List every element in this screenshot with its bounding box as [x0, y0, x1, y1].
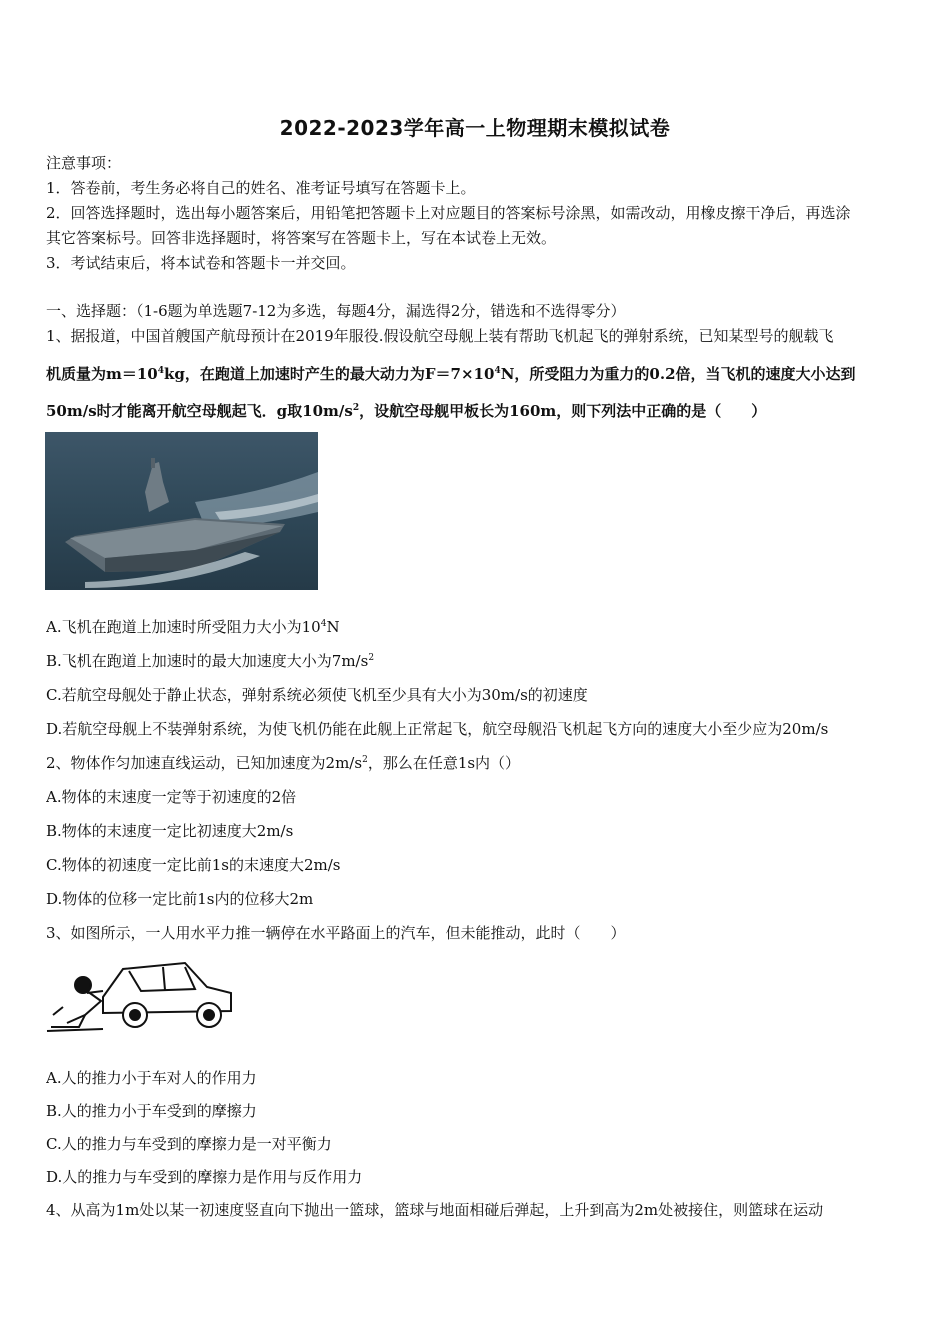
q1-option-c: C.若航空母舰处于静止状态，弹射系统必须使飞机至少具有大小为30m/s的初速度 — [46, 686, 588, 704]
q2-option-c: C.物体的初速度一定比前1s的末速度大2m/s — [46, 856, 341, 874]
q3-option-d: D.人的推力与车受到的摩擦力是作用与反作用力 — [46, 1168, 363, 1186]
q2-option-d: D.物体的位移一定比前1s内的位移大2m — [46, 890, 314, 908]
q2-stem: 2、物体作匀加速直线运动，已知加速度为$2m/s^2$，那么在任意1s内（） — [46, 754, 521, 772]
q1-option-b: B.飞机在跑道上加速时的最大加速度大小为$7m/s^2$ — [46, 652, 375, 670]
aircraft-carrier-image — [45, 432, 318, 590]
q1-stem-line-2: 机质量为$m=10^4kg$，在跑道上加速时产生的最大动力为$F=7\times 10^4N$，所受阻力为重力的0.2倍，当飞机的速度大小达到 — [46, 365, 856, 383]
person-pushing-car-image — [45, 957, 235, 1035]
q2-option-a: A.物体的末速度一定等于初速度的2倍 — [46, 788, 297, 806]
notice-item-2: 2．回答选择题时，选出每小题答案后，用铅笔把答题卡上对应题目的答案标号涂黑，如需改动，用橡皮擦干净后，再选涂 — [46, 204, 851, 222]
q3-option-c: C.人的推力与车受到的摩擦力是一对平衡力 — [46, 1135, 332, 1153]
notice-heading: 注意事项： — [46, 154, 122, 172]
section-heading: 一、选择题：（1-6题为单选题7-12为多选，每题4分，漏选得2分，错选和不选得零分） — [46, 302, 626, 320]
notice-item-3: 3．考试结束后，将本试卷和答题卡一并交回。 — [46, 254, 356, 272]
q1-stem-line-3: 50m/s时才能离开航空母舰起飞．g取$10m/s^2$，设航空母舰甲板长为160m，则下列法中正确的是（ ） — [46, 402, 767, 420]
q4-stem: 4、从高为1m处以某一初速度竖直向下抛出一篮球，篮球与地面相碰后弹起，上升到高为2m处被接住，则篮球在运动 — [46, 1201, 824, 1219]
notice-item-1: 1．答卷前，考生务必将自己的姓名、准考证号填写在答题卡上。 — [46, 179, 476, 197]
q2-option-b: B.物体的末速度一定比初速度大2m/s — [46, 822, 294, 840]
page-title: 2022-2023学年高一上物理期末模拟试卷 — [279, 116, 671, 140]
q3-stem: 3、如图所示，一人用水平力推一辆停在水平路面上的汽车，但未能推动，此时（ ） — [46, 924, 626, 942]
q1-option-a: A.飞机在跑道上加速时所受阻力大小为$10^4N$ — [46, 618, 340, 636]
notice-item-2-cont: 其它答案标号。回答非选择题时，将答案写在答题卡上，写在本试卷上无效。 — [46, 229, 557, 247]
q3-option-b: B.人的推力小于车受到的摩擦力 — [46, 1102, 257, 1120]
q1-option-d: D.若航空母舰上不装弹射系统，为使飞机仍能在此舰上正常起飞，航空母舰沿飞机起飞方向的速度大小至少应为20m/s — [46, 720, 829, 738]
q1-stem-line-1: 1、据报道，中国首艘国产航母预计在2019年服役.假设航空母舰上装有帮助飞机起飞的弹射系统，已知某型号的舰载飞 — [46, 327, 834, 345]
q3-option-a: A.人的推力小于车对人的作用力 — [46, 1069, 257, 1087]
